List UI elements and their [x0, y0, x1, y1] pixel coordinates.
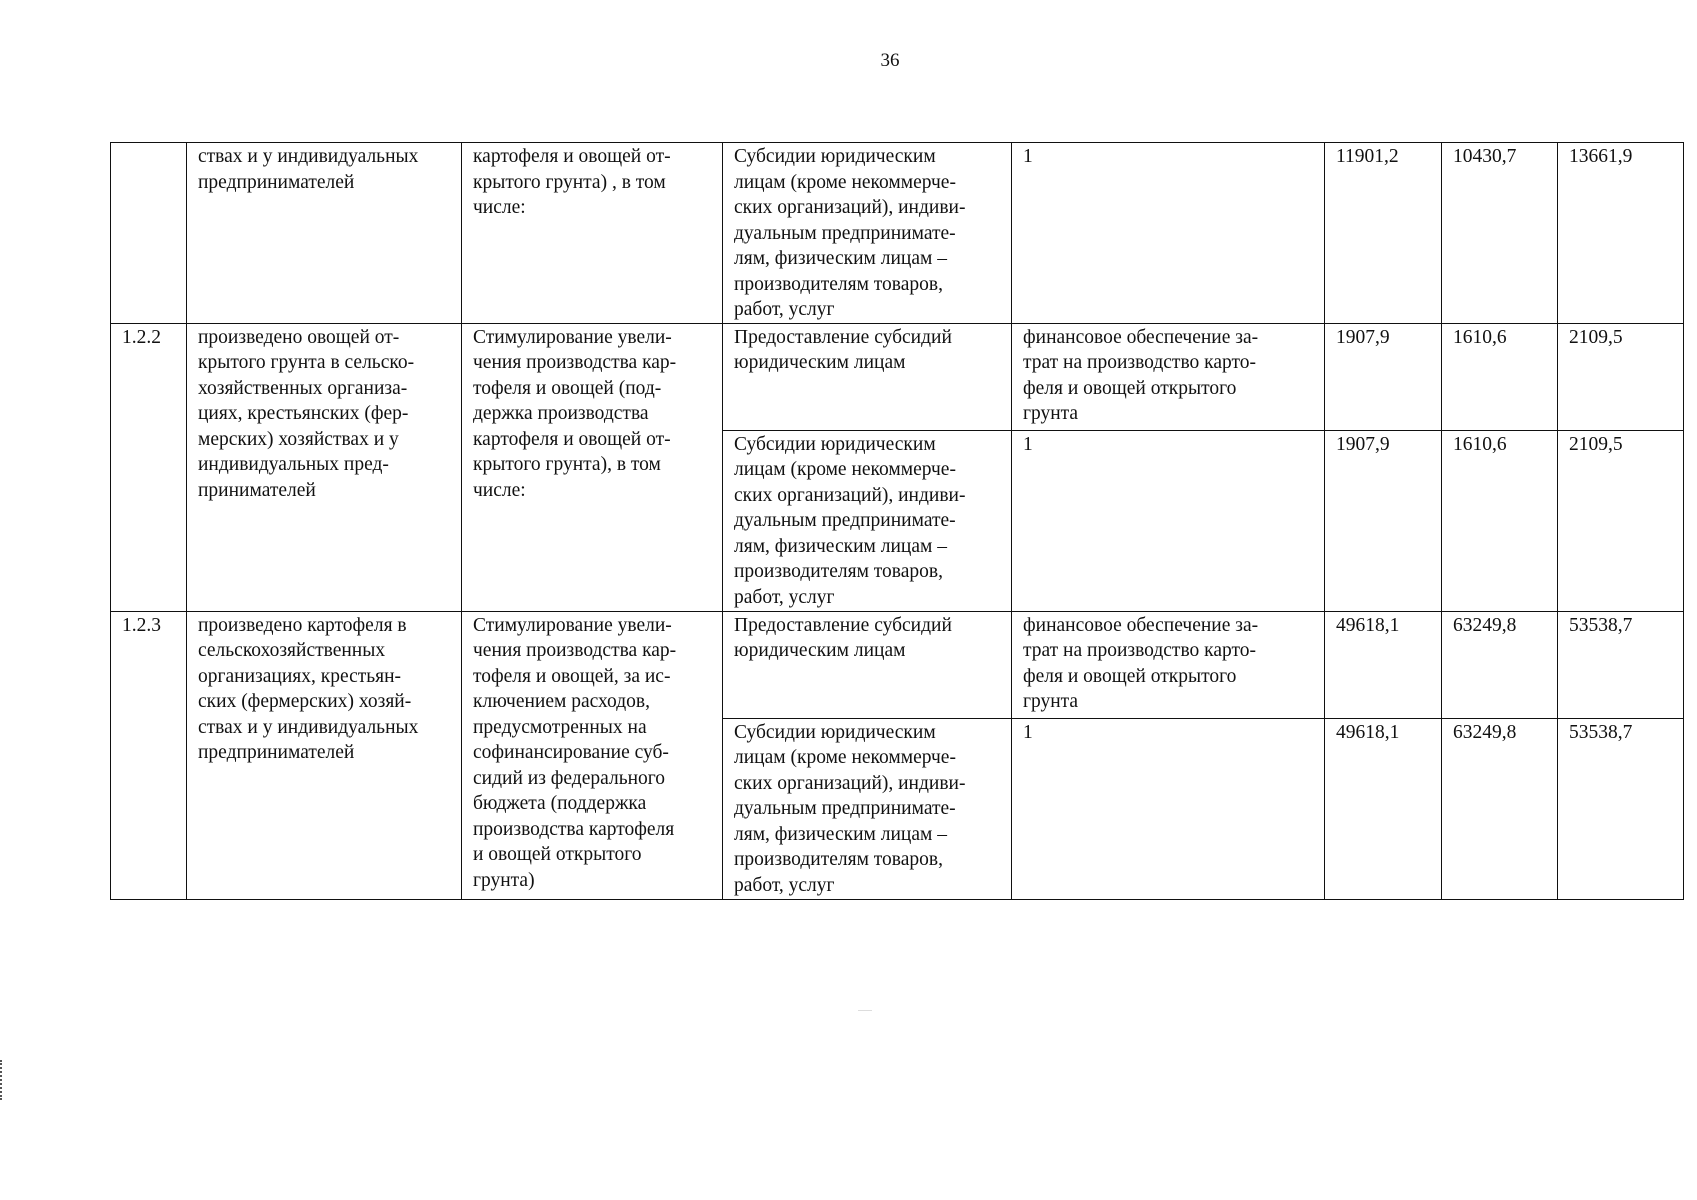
expense-type-cell: Предоставление субсидий юридическим лицам — [723, 611, 1012, 718]
value-cell-1: 49618,1 — [1325, 611, 1442, 718]
budget-table — [110, 142, 1684, 900]
value-cell-3: 2109,5 — [1558, 323, 1684, 430]
scan-edge-marks — [0, 1060, 5, 1100]
purpose-cell: финансовое обеспечение за- трат на производство карто- феля и овощей открытого грунта — [1012, 323, 1325, 430]
expense-type-cell: Предоставление субсидий юридическим лицам — [723, 323, 1012, 430]
table-row — [111, 143, 1684, 324]
value-cell-2: 10430,7 — [1442, 143, 1558, 324]
value-cell-2: 1610,6 — [1442, 323, 1558, 430]
value-cell-3: 53538,7 — [1558, 718, 1684, 899]
row-number-cell — [111, 143, 187, 324]
value-cell-3: 13661,9 — [1558, 143, 1684, 324]
value-cell-1: 11901,2 — [1325, 143, 1442, 324]
indicator-cell: произведено овощей от- крытого грунта в сельско- хозяйственных организа- циях, крестьянских (фер- мерских) хозяйствах и у индивидуальных пред- принимателей — [187, 323, 462, 611]
row-number-cell: 1.2.2 — [111, 323, 187, 611]
value-cell-1: 1907,9 — [1325, 430, 1442, 611]
indicator-cell: произведено картофеля в сельскохозяйственных организациях, крестьян- ских (фермерских) хозяй- ствах и у индивидуальных предпринимателей — [187, 611, 462, 899]
purpose-cell: 1 — [1012, 143, 1325, 324]
measure-cell: Стимулирование увели- чения производства кар- тофеля и овощей, за ис- ключением расходов, предусмотренных на софинансирование суб- сидий из федерального бюджета (поддержка производства картофеля и овощей открытого грунта) — [462, 611, 723, 899]
measure-cell: картофеля и овощей от- крытого грунта) , в том числе: — [462, 143, 723, 324]
value-cell-2: 63249,8 — [1442, 718, 1558, 899]
value-cell-3: 53538,7 — [1558, 611, 1684, 718]
row-number-cell: 1.2.3 — [111, 611, 187, 899]
scan-artifact — [858, 1010, 872, 1011]
value-cell-3: 2109,5 — [1558, 430, 1684, 611]
value-cell-1: 1907,9 — [1325, 323, 1442, 430]
purpose-cell: 1 — [1012, 718, 1325, 899]
table-row — [111, 611, 1684, 718]
expense-type-cell: Субсидии юридическим лицам (кроме некоммерче- ских организаций), индиви- дуальным предпринимате- лям, физическим лицам – производителям товаров, работ, услуг — [723, 718, 1012, 899]
indicator-cell: ствах и у индивидуальных предпринимателей — [187, 143, 462, 324]
purpose-cell: финансовое обеспечение за- трат на производство карто- феля и овощей открытого грунта — [1012, 611, 1325, 718]
value-cell-2: 63249,8 — [1442, 611, 1558, 718]
value-cell-1: 49618,1 — [1325, 718, 1442, 899]
expense-type-cell: Субсидии юридическим лицам (кроме некоммерче- ских организаций), индиви- дуальным предпринимате- лям, физическим лицам – производителям товаров, работ, услуг — [723, 143, 1012, 324]
purpose-cell: 1 — [1012, 430, 1325, 611]
table-row — [111, 323, 1684, 430]
measure-cell: Стимулирование увели- чения производства кар- тофеля и овощей (под- держка производства картофеля и овощей от- крытого грунта), в том числе: — [462, 323, 723, 611]
value-cell-2: 1610,6 — [1442, 430, 1558, 611]
expense-type-cell: Субсидии юридическим лицам (кроме некоммерче- ских организаций), индиви- дуальным предпринимате- лям, физическим лицам – производителям товаров, работ, услуг — [723, 430, 1012, 611]
page-number: 36 — [880, 50, 900, 71]
